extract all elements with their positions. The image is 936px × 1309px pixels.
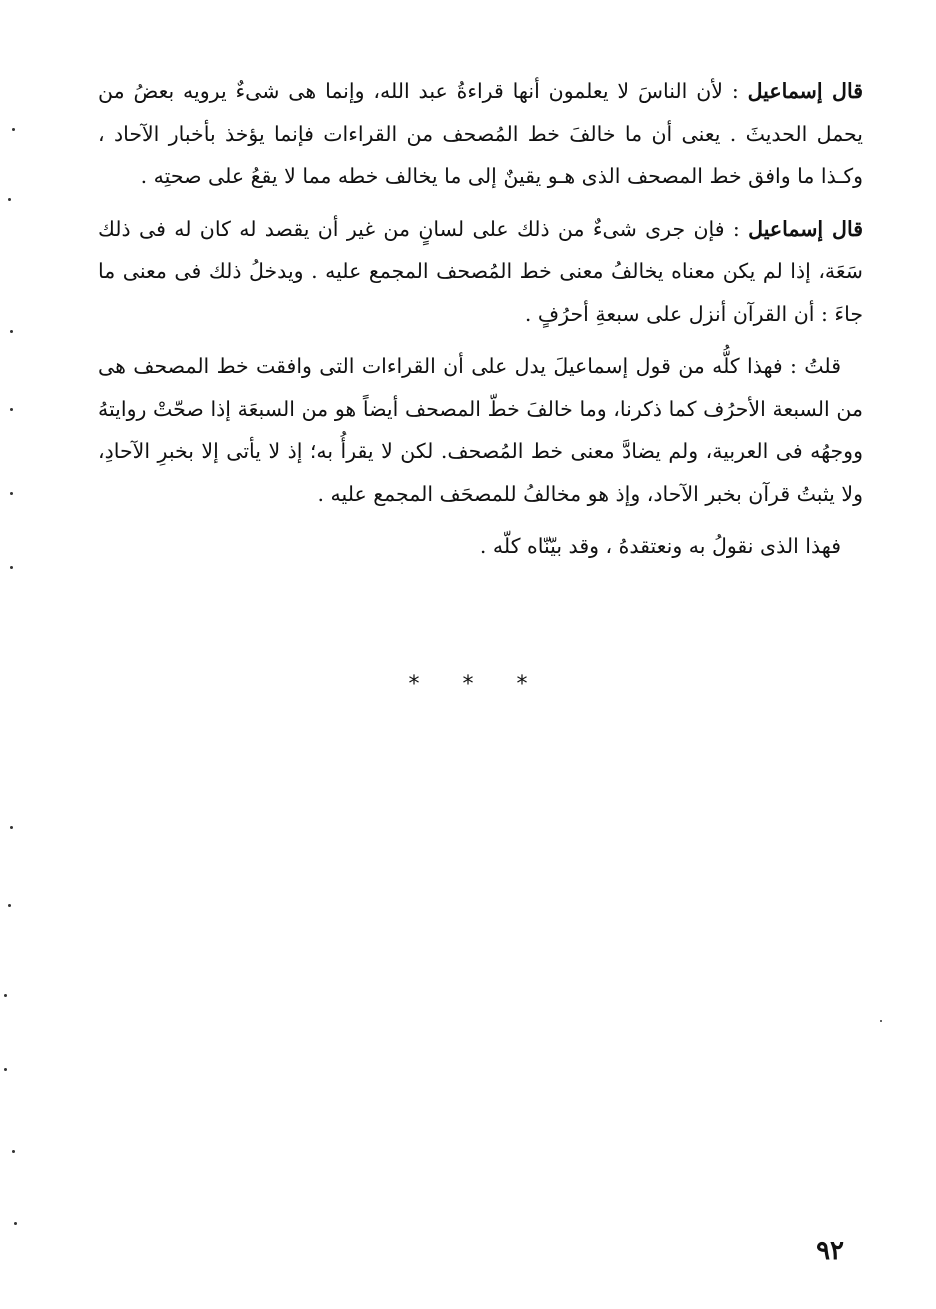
paragraph-3 bbox=[98, 345, 863, 515]
paragraph-text: قلتُ : فهذا كلُّه من قول إسماعيلَ يدل على أن القراءات التى وافقت خط المصحف هى من السبعة الأحرُف كما ذكرنا، وما خالفَ خطّ المصحف أيضاً هو من السبعَة إذا صحّتْ روايتهُ ووجهُه فى العربية، ولم يضادَّ معنى خط المُصحف. لكن لا يقرأُ به؛ إذ لا يأتى إلا بخبرِ الآحادِ، ولا يثبتُ قرآن بخبر الآحاد، وإذ هو مخالفُ للمصحَف المجمع عليه . bbox=[98, 354, 863, 506]
separator-asterisk: * bbox=[462, 672, 474, 697]
paragraph-text: : لأن الناسَ لا يعلمون أنها قراءةُ عبد الله، وإنما هى شىءٌ يرويه بعضُ من يحمل الحديثَ . يعنى أن ما خالفَ خط المُصحف من القراءات فإنما يؤخذ بأخبار الآحاد ، وكـذا ما وافق خط المصحف الذى هـو يقينٌ إلى ما يخالف خطه مما لا يقعُ على صحتِه . bbox=[98, 79, 863, 188]
body-text bbox=[98, 70, 863, 568]
separator-asterisk: * bbox=[516, 672, 528, 697]
closing-line: فهذا الذى نقولُ به ونعتقدهُ ، وقد بيّنّاه كلّه . bbox=[479, 534, 841, 558]
scan-speck bbox=[14, 1222, 17, 1225]
scan-speck bbox=[10, 330, 13, 333]
paragraph-text: : فإن جرى شىءٌ من ذلك على لسانٍ من غير أن يقصد له كان له فى ذلك سَعَة، إذا لم يكن معناه يخالفُ معنى خط المُصحف المجمع عليه . ويدخلُ ذلك فى معنى ما جاءَ : أن القرآن أنزل على سبعةِ أحرُفٍ . bbox=[98, 216, 863, 326]
scan-speck bbox=[12, 1150, 15, 1153]
section-separator bbox=[0, 672, 936, 697]
scan-speck bbox=[10, 566, 13, 569]
scan-speck bbox=[4, 994, 7, 997]
page-number: ٩٢ bbox=[816, 1236, 844, 1266]
scan-speck bbox=[12, 128, 15, 131]
scan-speck bbox=[8, 198, 11, 201]
speaker-label: قال إسماعيل bbox=[748, 216, 863, 241]
scan-speck bbox=[4, 1068, 7, 1071]
scan-speck bbox=[10, 492, 13, 495]
scan-speck bbox=[10, 826, 13, 829]
paragraph-1 bbox=[98, 70, 863, 198]
scan-speck bbox=[880, 1020, 882, 1022]
speaker-label: قال إسماعيل bbox=[747, 79, 863, 103]
paragraph-2 bbox=[98, 208, 863, 336]
scan-speck bbox=[8, 904, 11, 907]
separator-asterisk: * bbox=[408, 672, 420, 697]
scan-speck bbox=[10, 408, 13, 411]
